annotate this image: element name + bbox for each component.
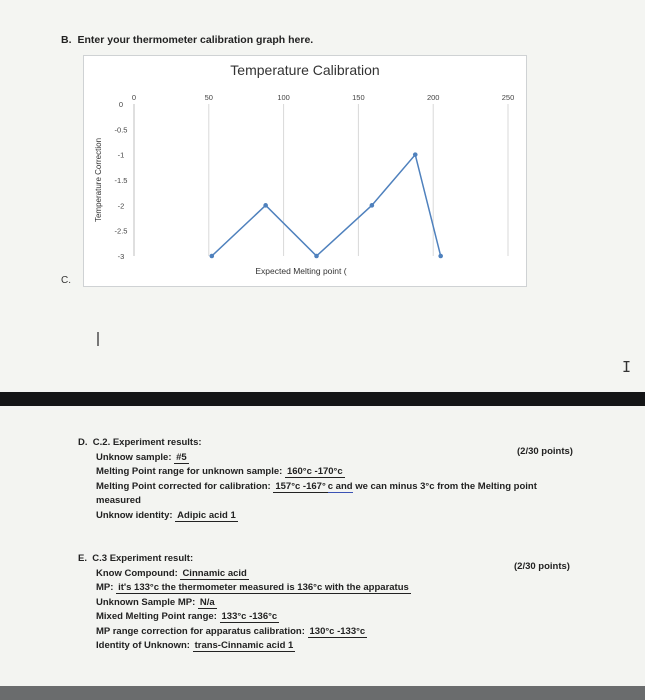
section-c-letter: C. xyxy=(61,275,71,286)
y-tick-label: -0.5 xyxy=(114,125,128,135)
x-tick-label: 0 xyxy=(131,93,137,102)
y-axis-label: Temperature Correction xyxy=(94,137,103,223)
y-tick-label: -2 xyxy=(117,201,125,211)
x-tick-label: 150 xyxy=(352,93,365,102)
mp-correction-label: MP range correction for apparatus calibration: xyxy=(96,625,305,637)
unknown-sample-value[interactable]: #5 xyxy=(176,451,187,463)
ibeam-cursor-icon: I xyxy=(622,358,632,376)
section-b-heading xyxy=(61,34,313,46)
mp-range-label: Melting Point range for unknown sample: xyxy=(96,466,283,477)
x-axis-label: Expected Melting point ( xyxy=(255,266,347,276)
y-tick-label: -2.5 xyxy=(114,226,128,236)
section-d-points: (2/30 points) xyxy=(517,446,573,457)
y-tick-label: -1.5 xyxy=(114,176,128,185)
unknown-sample-label: Unknow sample: xyxy=(96,451,172,463)
mixed-mp-label: Mixed Melting Point range: xyxy=(96,611,217,622)
data-point xyxy=(370,203,375,208)
known-compound-label: Know Compound: xyxy=(96,567,178,579)
chart-title: Temperature Calibration xyxy=(230,62,380,78)
chart-svg xyxy=(84,56,526,286)
unknown-identity-value[interactable]: Adipic acid 1 xyxy=(177,509,236,521)
section-e-heading: C.3 Experiment result: xyxy=(92,553,194,564)
screen-bottom-edge xyxy=(0,686,645,700)
section-e-points: (2/30 points) xyxy=(514,561,570,572)
unknown-identity-label: Unknow identity: xyxy=(96,509,173,521)
section-b-letter: B. xyxy=(61,34,72,46)
x-tick-label: 100 xyxy=(277,93,290,102)
section-e-letter: E. xyxy=(78,553,87,564)
mp-corrected-linked[interactable]: c and xyxy=(327,480,353,492)
y-tick-label: 0 xyxy=(118,100,124,109)
mp-corrected-label: Melting Point corrected for calibration: xyxy=(96,480,271,492)
known-compound-value[interactable]: Cinnamic acid xyxy=(182,567,247,579)
unknown-identity-e-label: Identity of Unknown: xyxy=(96,640,190,651)
mp-corrected-value[interactable]: 157°c -167° xyxy=(275,480,326,492)
mp-range-value[interactable]: 160°c -170°c xyxy=(286,466,343,477)
x-tick-label: 50 xyxy=(204,93,213,102)
known-mp-label: MP: xyxy=(96,582,114,593)
data-point xyxy=(263,203,268,208)
unknown-mp-value[interactable]: N/a xyxy=(199,596,215,608)
section-b-text: Enter your thermometer calibration graph here. xyxy=(77,34,314,46)
data-point xyxy=(209,254,214,259)
mixed-mp-value[interactable]: 133°c -136°c xyxy=(221,611,278,622)
series-line xyxy=(212,155,441,256)
text-caret xyxy=(97,332,99,346)
page-gap xyxy=(0,392,645,406)
x-tick-label: 250 xyxy=(501,93,515,102)
known-mp-value[interactable]: it's 133°c the thermometer measured is 136°c with the apparatus xyxy=(118,582,409,593)
mp-correction-value[interactable]: 130°c -133°c xyxy=(309,625,366,637)
data-point xyxy=(314,254,319,259)
mp-corrected-note-cont: measured xyxy=(96,495,141,506)
section-d-heading: C.2. Experiment results: xyxy=(92,437,202,448)
data-point xyxy=(438,254,443,259)
mp-corrected-note: we can minus 3°c from the Melting point xyxy=(355,480,537,492)
unknown-mp-label: Unknown Sample MP: xyxy=(96,596,196,608)
worksheet-page-bottom xyxy=(0,406,645,686)
x-tick-label: 200 xyxy=(426,93,440,102)
data-point xyxy=(413,152,418,157)
y-tick-label: -1 xyxy=(117,150,125,160)
calibration-chart[interactable] xyxy=(83,55,527,287)
section-d-letter: D. xyxy=(78,437,88,448)
unknown-identity-e-value[interactable]: trans-Cinnamic acid 1 xyxy=(194,640,294,651)
y-tick-label: -3 xyxy=(117,252,125,261)
